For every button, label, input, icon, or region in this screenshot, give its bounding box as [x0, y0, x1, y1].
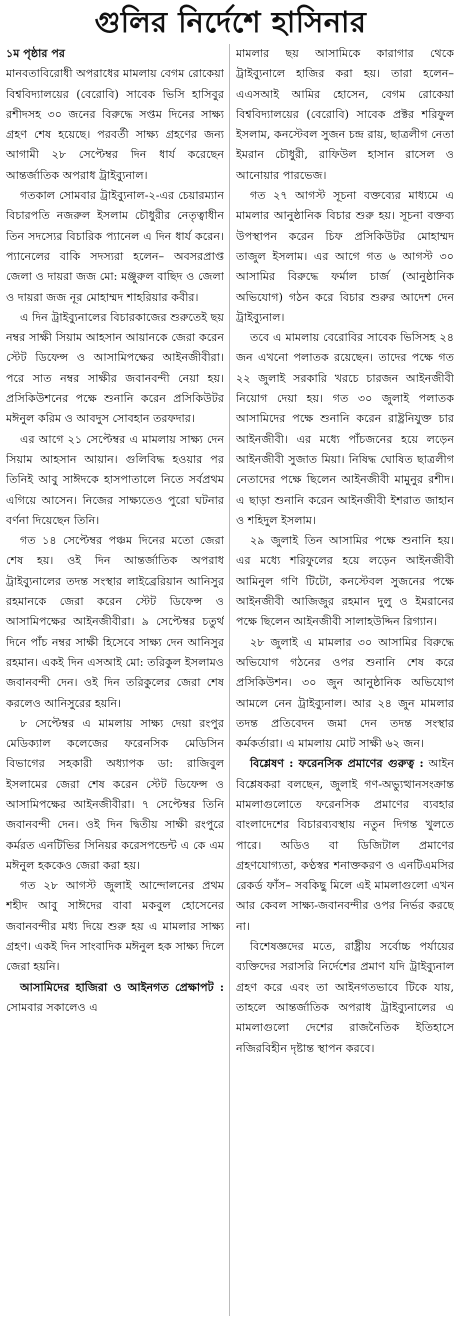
right-column	[236, 44, 454, 1316]
paragraph: গত ১৪ সেপ্টেম্বর পঞ্চম দিনের মতো জেরা শেষ হয়। ওই দিন আন্তর্জাতিক অপরাধ ট্রাইব্যুনালের তদন্ত সংস্থার লাইব্রেরিয়ান আনিসুর রহমানকে জেরা করেন স্টেট ডিফেন্স ও আসামিপক্ষের আইনজীবীরা। ৯ সেপ্টেম্বর চতুর্থ দিনে পাঁচ নম্বর সাক্ষী হিসেবে সাক্ষ্য দেন আনিসুর রহমান। একই দিন এসআই মো: তরিকুল ইসলামও জবানবন্দী দেন। ওই দিন তরিকুলের জেরা শেষ করলেও আনিসুরের হয়নি।	[6, 534, 224, 710]
subhead-text: সোমবার সকালেও এ	[6, 1000, 98, 1014]
subhead: আসামিদের হাজিরা ও আইনগত প্রেক্ষাপট :	[20, 980, 224, 994]
paragraph: গতকাল সোমবার ট্রাইব্যুনাল-২-এর চেয়ারম্যান বিচারপতি নজরুল ইসলাম চৌধুরীর নেতৃত্বাধীন তিন সদস্যের বিচারিক প্যানেল এ দিন ধার্য করেন। প্যানেলের বাকি সদস্যরা হলেন– অবসরপ্রাপ্ত জেলা ও দায়রা জজ মো: মঞ্জুরুল বাছিদ ও জেলা ও দায়রা জজ নূর মোহাম্মদ শাহরিয়ার কবীর।	[6, 189, 224, 304]
subhead-text: আইন বিশ্লেষকরা বলছেন, জুলাই গণ-অভ্যুত্থানসংক্রান্ত মামলাগুলোতে ফরেনসিক প্রমাণের ব্যবহার বাংলাদেশের বিচারব্যবস্থায় নতুন দিগন্ত খুলতে পারে। অডিও বা ডিজিটাল প্রমাণের গ্রহণযোগ্যতা, কণ্ঠস্বর শনাক্তকরণ ও এনটিএমসির রেকর্ড ফাঁস– সবকিছু মিলে এই মামলাগুলো এখন আর কেবল সাক্ষ্য-জবানবন্দীর ওপর নির্ভর করছে না।	[236, 757, 454, 933]
subhead-paragraph	[236, 754, 454, 937]
paragraph: ২৮ জুলাই এ মামলার ৩০ আসামির বিরুদ্ধে অভিযোগ গঠনের ওপর শুনানি শেষ করে প্রসিকিউশন। ৩০ জুন আনুষ্ঠানিক অভিযোগ আমলে নেন ট্রাইব্যুনাল। আর ২৪ জুন মামলার তদন্ত প্রতিবেদন জমা দেন তদন্ত সংস্থার কর্মকর্তারা। এ মামলায় মোট সাক্ষী ৬২ জন।	[236, 635, 454, 751]
left-column	[6, 44, 224, 1316]
paragraph: মানবতাবিরোধী অপরাধের মামলায় বেগম রোকেয়া বিশ্ববিদ্যালয়ের (বেরোবি) সাবেক ভিসি হাসিবুর রশীদসহ ৩০ জনের বিরুদ্ধে সপ্তম দিনের সাক্ষ্য গ্রহণ শেষ হয়েছে। পরবর্তী সাক্ষ্য গ্রহণের জন্য আগামী ২৮ সেপ্টেম্বর দিন ধার্য করেছেন আন্তর্জাতিক অপরাধ ট্রাইব্যুনাল।	[6, 67, 224, 182]
paragraph: ২৯ জুলাই তিন আসামির পক্ষে শুনানি হয়। এর মধ্যে শরিফুলের হয়ে লড়েন আইনজীবী আমিনুল গণি টিটো, কনস্টেবল সুজনের পক্ষে আইনজীবী আজিজুর রহমান দুলু ও ইমরানের পক্ষে ছিলেন আইনজীবী সালাহউদ্দিন রিগ্যান।	[236, 534, 454, 629]
continued-kicker: ১ম পৃষ্ঠার পর	[6, 47, 66, 60]
paragraph: মামলার ছয় আসামিকে কারাগার থেকে ট্রাইব্যুনালে হাজির করা হয়। তারা হলেন– এএসআই আমির হোসেন, বেগম রোকেয়া বিশ্ববিদ্যালয়ের (বেরোবি) সাবেক প্রক্টর শরিফুল ইসলাম, কনস্টেবল সুজন চন্দ্র রায়, ছাত্রলীগ নেতা ইমরান চৌধুরী, রাফিউল হাসান রাসেল ও আনোয়ার পারভেজ।	[236, 47, 454, 182]
column-divider	[229, 44, 230, 1316]
subhead-paragraph	[6, 978, 224, 1019]
subhead: বিশ্লেষণ : ফরেনসিক প্রমাণের গুরুত্ব :	[250, 757, 424, 771]
paragraph: বিশেষজ্ঞদের মতে, রাষ্ট্রীয় সর্বোচ্চ পর্যায়ের ব্যক্তিদের সরাসরি নির্দেশের প্রমাণ যদি ট্রাইব্যুনাল গ্রহণ করে এবং তা আইনগতভাবে টিকে যায়, তাহলে আন্তর্জাতিক অপরাধ ট্রাইব্যুনালের এ মামলাগুলো দেশের রাজনৈতিক ইতিহাসে নজিরবিহীন দৃষ্টান্ত স্থাপন করবে।	[236, 940, 454, 1055]
paragraph: গত ২৭ আগস্ট সূচনা বক্তব্যের মাধ্যমে এ মামলার আনুষ্ঠানিক বিচার শুরু হয়। সূচনা বক্তব্য উপস্থাপন করেন চিফ প্রসিকিউটর মোহাম্মদ তাজুল ইসলাম। এর আগে গত ৬ আগস্ট ৩০ আসামির বিরুদ্ধে ফর্মাল চার্জ (আনুষ্ঠানিক অভিযোগ) গঠন করে বিচার শুরুর আদেশ দেন ট্রাইব্যুনাল।	[236, 189, 454, 324]
paragraph: এ দিন ট্রাইব্যুনালের বিচারকাজের শুরুতেই ছয় নম্বর সাক্ষী সিয়াম আহসান আয়ানকে জেরা করেন স্টেট ডিফেন্স ও আসামিপক্ষের আইনজীবীরা। পরে সাত নম্বর সাক্ষীর জবানবন্দী নেয়া হয়। প্রসিকিউশনের পক্ষে শুনানি করেন প্রসিকিউটর মঈনুল করিম ও আবদুস সোবহান তরফদার।	[6, 310, 224, 426]
paragraph: তবে এ মামলায় বেরোবির সাবেক ভিসিসহ ২৪ জন এখনো পলাতক রয়েছেন। তাদের পক্ষে গত ২২ জুলাই সরকারি খরচে চারজন আইনজীবী নিয়োগ দেয়া হয়। গত ৩০ জুলাই পলাতক আসামিদের পক্ষে শুনানি করেন রাষ্ট্রনিযুক্ত চার আইনজীবী। এর মধ্যে পাঁচজনের হয়ে লড়েন আইনজীবী সুজাত মিয়া। নিষিদ্ধ ঘোষিত ছাত্রলীগ নেতাদের পক্ষে ছিলেন আইনজীবী মামুনুর রশীদ। এ ছাড়া শুনানি করেন আইনজীবী ইশরাত জাহান ও শহিদুল ইসলাম।	[236, 331, 454, 527]
paragraph: গত ২৮ আগস্ট জুলাই আন্দোলনের প্রথম শহীদ আবু সাঈদের বাবা মকবুল হোসেনের জবানবন্দীর মধ্য দিয়ে শুরু হয় এ মামলার সাক্ষ্য গ্রহণ। একই দিন সাংবাদিক মঈনুল হক সাক্ষ্য দিলে জেরা হয়নি।	[6, 879, 224, 974]
headline: গুলির নির্দেশে হাসিনার	[94, 5, 367, 39]
paragraph: ৮ সেপ্টেম্বর এ মামলায় সাক্ষ্য দেয়া রংপুর মেডিক্যাল কলেজের ফরেনসিক মেডিসিন বিভাগের সহকারী অধ্যাপক ডা: রাজিবুল ইসলামের জেরা শেষ করেন স্টেট ডিফেন্স ও আসামিপক্ষের আইনজীবীরা। ৭ সেপ্টেম্বর তিনি জবানবন্দী দেন। ওই দিন দ্বিতীয় সাক্ষী রংপুরে কর্মরত এনটিভির সিনিয়র করেসপন্ডেন্ট এ কে এম মঈনুল হককেও জেরা করা হয়।	[6, 716, 224, 872]
paragraph: এর আগে ২১ সেপ্টেম্বর এ মামলায় সাক্ষ্য দেন সিয়াম আহসান আয়ান। গুলিবিদ্ধ হওয়ার পর তিনিই আবু সাঈদকে হাসপাতালে নিতে সর্বপ্রথম এগিয়ে আসেন। নিজের সাক্ষ্যতেও পুরো ঘটনার বর্ণনা দিয়েছেন তিনি।	[6, 432, 224, 527]
kicker-paragraph	[6, 44, 224, 64]
